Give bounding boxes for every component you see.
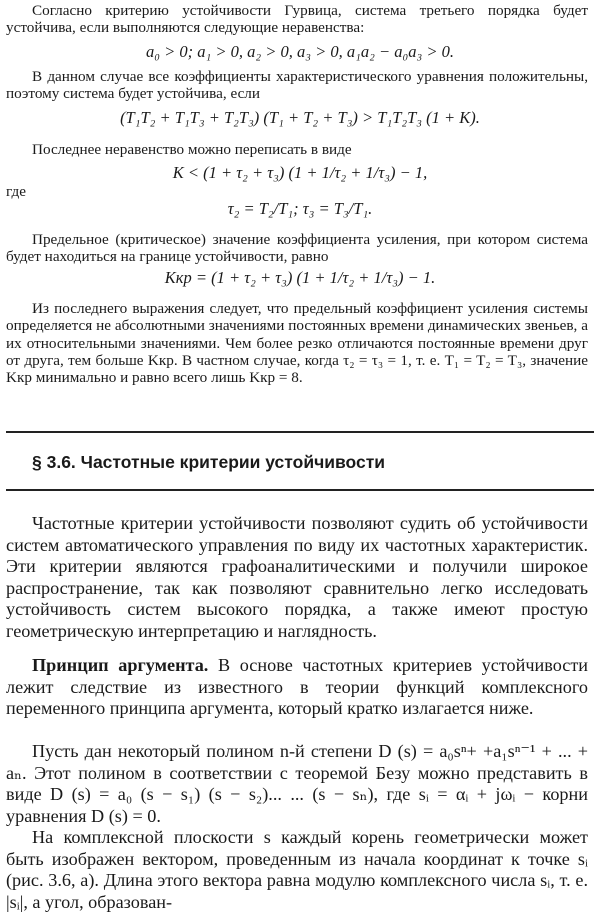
critical-paragraph: Предельное (критическое) значение коэффициента усиления, при котором система будет находиться на границе устойчивости, равно (6, 231, 588, 266)
critical-gain-formula: Kкр = (1 + τ₂ + τ₃) (1 + 1/τ₂ + 1/τ₃) − 1. (164, 268, 436, 287)
complex-plane-paragraph: На комплексной плоскости s каждый корень геометрически может быть изображен вектором, проведенным из начала координат к точке sᵢ (рис. 3.6, а). Длина этого вектора равна модулю комплексного числа sᵢ, т. е. |sᵢ|, а угол, образован- (6, 827, 588, 912)
section-top-rule (6, 431, 594, 433)
frequency-criteria-paragraph: Частотные критерии устойчивости позволяют судить об устойчивости систем автоматического управления по виду их частотных характеристик. Эти критерии являются графоаналитическими и получили широкое распространение, так как позволяют сравнительно легко исследовать устойчивость систем высокого порядка, а также имеют простую геометрическую интерпретацию и наглядность. (6, 513, 588, 641)
polynomial-paragraph: Пусть дан некоторый полином n-й степени D (s) = a₀sⁿ+ +a₁sⁿ⁻¹ + ... + aₙ. Этот полином в соответствии с теоремой Безу можно представить в виде D (s) = a₀ (s − s₁) (s − s₂)... ... (s − sₙ), где sᵢ = αᵢ + jωᵢ − корни уравнения D (s) = 0. (6, 741, 588, 826)
argument-principle-text: В основе частотных критериев устойчивости лежит следствие из известного в теории функций комплексного переменного принципа аргумента, который кратко излагается ниже. (6, 655, 589, 719)
intro-paragraph: Согласно критерию устойчивости Гурвица, система третьего порядка будет устойчива, если выполняются следующие неравенства: (6, 2, 588, 37)
rewrite-paragraph: Последнее неравенство можно переписать в виде (32, 141, 352, 158)
tau-definition-formula: τ₂ = T₂/T₁; τ₃ = T₃/T₁. (227, 199, 373, 218)
case-paragraph: В данном случае все коэффициенты характеристического уравнения положительны, поэтому система будет устойчива, если (6, 68, 588, 103)
where-label: где (6, 183, 26, 200)
argument-principle-paragraph (6, 655, 588, 720)
argument-principle-title: Принцип аргумента. (32, 655, 209, 675)
gain-inequality-formula: K < (1 + τ₂ + τ₃) (1 + 1/τ₂ + 1/τ₃) − 1, (172, 163, 428, 182)
section-title: § 3.6. Частотные критерии устойчивости (32, 452, 386, 472)
conclusion-paragraph: Из последнего выражения следует, что предельный коэффициент усиления системы определяется не абсолютными значениями постоянных времени динамических звеньев, а их относительными значениями. Чем более резко отличаются постоянные времени друг от друга, тем больше Kкр. В частном случае, когда τ₂ = τ₃ = 1, т. е. T₁ = T₂ = T₃, значение Kкр минимально и равно всего лишь Kкр = 8. (6, 300, 588, 387)
section-bottom-rule (6, 489, 594, 491)
stability-condition-formula: (T₁T₂ + T₁T₃ + T₂T₃) (T₁ + T₂ + T₃) > T₁T₂T₃ (1 + K). (120, 108, 480, 127)
hurwitz-inequalities-formula: a₀ > 0; a₁ > 0, a₂ > 0, a₃ > 0, a₁a₂ − a₀a₃ > 0. (146, 42, 454, 61)
